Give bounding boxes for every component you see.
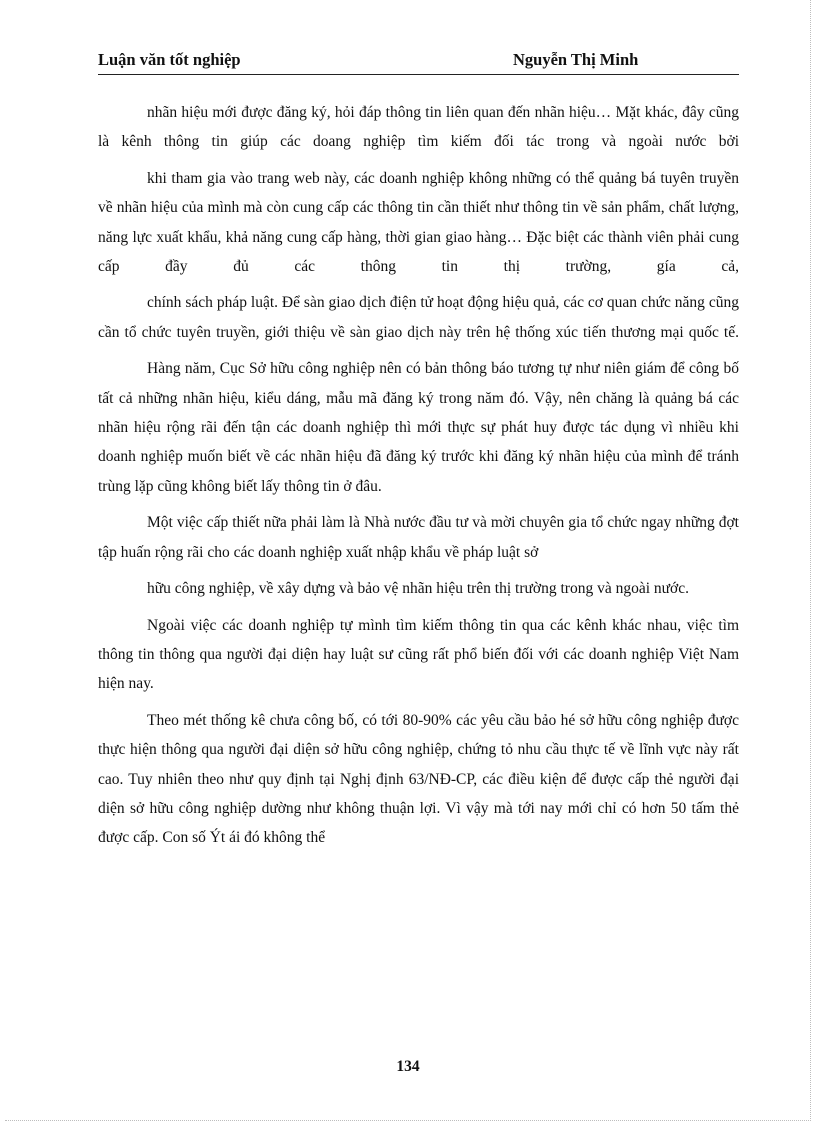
paragraph-3: chính sách pháp luật. Để sàn giao dịch điện tử hoạt động hiệu quả, các cơ quan chức năng cũng cần tổ chức tuyên truyền, giới thiệu về sàn giao dịch này trên hệ thống xúc tiến thương mại quốc tế. [98, 294, 739, 341]
header-author-name: Nguyễn Thị Minh [513, 50, 639, 69]
page-header [98, 48, 739, 75]
paragraph-6: hữu công nghiệp, về xây dựng và bảo vệ nhãn hiệu trên thị trường trong và ngoài nước. [147, 580, 689, 598]
paragraph-5: Một việc cấp thiết nữa phải làm là Nhà nước đầu tư và mời chuyên gia tổ chức ngay những đợt tập huấn rộng rãi cho các doanh nghiệp xuất nhập khẩu về pháp luật sở [98, 514, 739, 561]
paragraph-1: nhãn hiệu mới được đăng ký, hỏi đáp thông tin liên quan đến nhãn hiệu… Mặt khác, đây cũng là kênh thông tin giúp các doang nghiệp tìm kiếm đối tác trong và ngoài nước bởi [98, 104, 739, 151]
paragraph-8: Theo mét thống kê chưa công bố, có tới 80-90% các yêu cầu bảo hé sở hữu công nghiệp được thực hiện thông qua người đại diện sở hữu công nghiệp, chứng tỏ nhu cầu thực tế về lĩnh vực này rất cao. Tuy nhiên theo như quy định tại Nghị định 63/NĐ-CP, các điều kiện để được cấp thẻ người đại diện sở hữu công nghiệp dường như không thuận lợi. Vì vậy mà tới nay mới chỉ có hơn 50 tấm thẻ được cấp. Con số Ýt ái đó không thể [98, 711, 739, 847]
paragraph-7: Ngoài việc các doanh nghiệp tự mình tìm kiếm thông tin qua các kênh khác nhau, việc tìm thông tin thông qua người đại diện hay luật sư cũng rất phổ biến đối với các doanh nghiệp Việt Nam hiện nay. [98, 616, 739, 693]
paragraph-4: Hàng năm, Cục Sở hữu công nghiệp nên có bản thông báo tương tự như niên giám để công bố tất cả những nhãn hiệu, kiểu dáng, mẫu mã đăng ký trong năm đó. Vậy, nên chăng là quảng bá các nhãn hiệu rộng rãi đến tận các doanh nghiệp thì mới thực sự phát huy được tác dụng vì nhiều khi doanh nghiệp muốn biết về các nhãn hiệu đã đăng ký trước khi đăng ký nhãn hiệu của mình để tránh trùng lặp cũng không biết lấy thông tin ở đâu. [98, 360, 739, 495]
body-text [98, 98, 739, 860]
page-number: 134 [396, 1058, 420, 1075]
paragraph-2: khi tham gia vào trang web này, các doanh nghiệp không những có thể quảng bá tuyên truyền về nhãn hiệu của mình mà còn cung cấp các thông tin cần thiết như thông tin về sản phẩm, chất lượng, năng lực xuất khẩu, khả năng cung cấp hàng, thời gian giao hàng… Đặc biệt các thành viên phải cung cấp đầy đủ các thông tin thị trường, gía cả, [98, 169, 739, 276]
header-thesis-title: Luận văn tốt nghiệp [98, 50, 241, 69]
